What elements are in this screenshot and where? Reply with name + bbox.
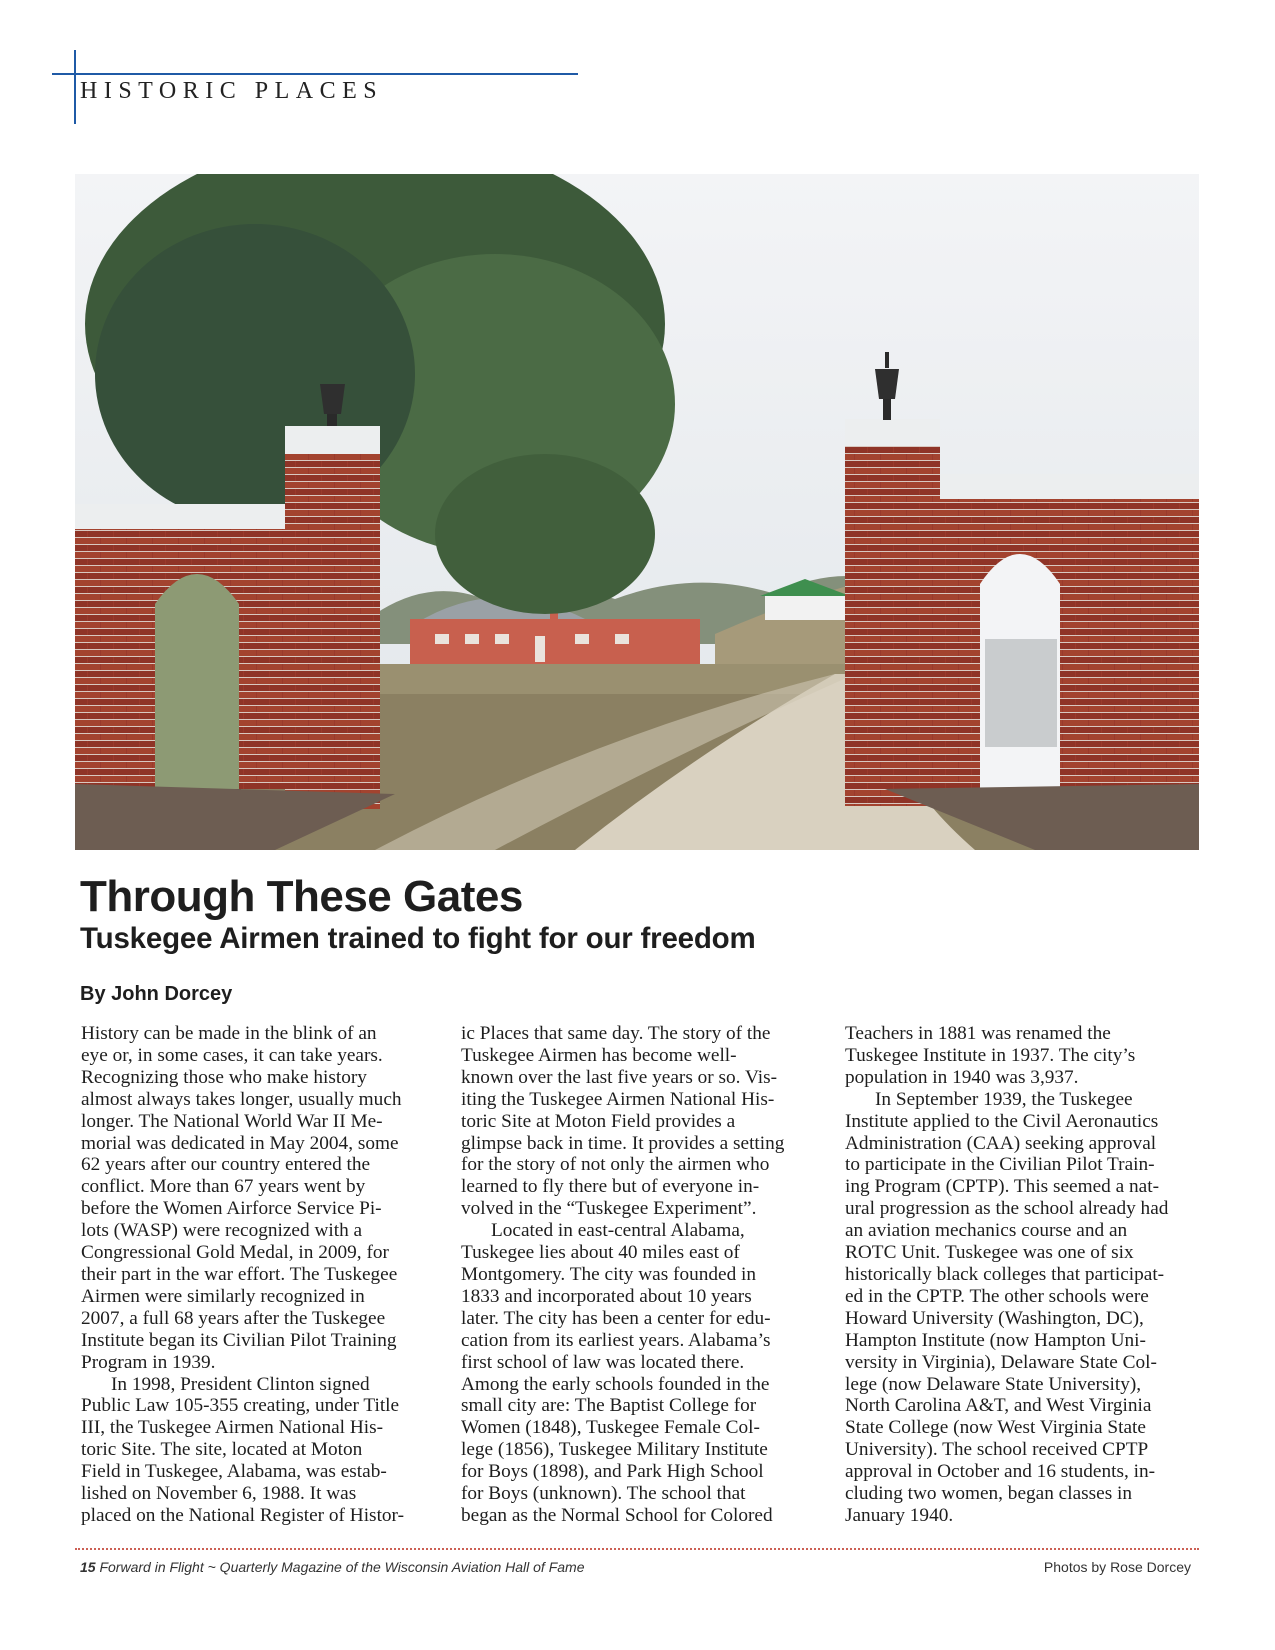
body-text-line: toric Site. The site, located at Moton — [81, 1439, 363, 1461]
body-text-line: ROTC Unit. Tuskegee was one of six — [845, 1242, 1134, 1264]
body-text-line: known over the last five years or so. Vis- — [461, 1066, 778, 1088]
body-text-line: ic Places that same day. The story of the — [461, 1023, 771, 1044]
body-text-line: III, the Tuskegee Airmen National His- — [81, 1417, 384, 1439]
body-text-line: 62 years after our country entered the — [81, 1154, 371, 1176]
body-text-line: before the Women Airforce Service Pi- — [81, 1198, 382, 1220]
body-text-line: 2007, a full 68 years after the Tuskegee — [81, 1307, 386, 1329]
body-text-line: ural progression as the school already had — [845, 1198, 1169, 1220]
body-text-line: conflict. More than 67 years went by — [81, 1176, 366, 1198]
body-text-line: Program in 1939. — [81, 1351, 216, 1373]
body-text-line: Teachers in 1881 was renamed the — [845, 1023, 1111, 1044]
body-text-line: lege (now Delaware State University), — [845, 1373, 1142, 1395]
body-text-line: eye or, in some cases, it can take years. — [81, 1044, 383, 1066]
body-text-line: Administration (CAA) seeking approval — [845, 1132, 1157, 1154]
body-text-line: their part in the war effort. The Tuskegee — [81, 1263, 398, 1285]
body-text-line: glimpse back in time. It provides a setting — [461, 1132, 785, 1154]
body-text-line: State College (now West Virginia State — [845, 1417, 1146, 1439]
body-text-line: began as the Normal School for Colored — [461, 1504, 773, 1526]
body-text-line: morial was dedicated in May 2004, some — [81, 1132, 399, 1154]
body-text-line: almost always takes longer, usually much — [81, 1088, 402, 1110]
body-text-line: Field in Tuskegee, Alabama, was estab- — [81, 1461, 387, 1483]
body-text-line: for Boys (unknown). The school that — [461, 1483, 746, 1505]
article-title: Through These Gates — [80, 872, 523, 921]
page-number: 15 — [80, 1559, 96, 1575]
body-text-line: Montgomery. The city was founded in — [461, 1263, 757, 1285]
body-text-line: historically black colleges that participat- — [845, 1263, 1165, 1285]
body-text-line: toric Site at Moton Field provides a — [461, 1110, 736, 1132]
footer-divider — [75, 1548, 1199, 1550]
body-text-line: lots (WASP) were recognized with a — [81, 1220, 363, 1242]
body-text-line: Tuskegee Airmen has become well- — [461, 1044, 737, 1066]
footer-publication — [80, 1559, 585, 1575]
section-rule-horizontal — [52, 73, 578, 75]
body-text-line: cluding two women, began classes in — [845, 1483, 1133, 1505]
body-text-line: North Carolina A&T, and West Virginia — [845, 1395, 1152, 1417]
body-text-line: later. The city has been a center for edu- — [461, 1307, 771, 1329]
body-text-line: Tuskegee lies about 40 miles east of — [461, 1242, 740, 1264]
body-text-line: cation from its earliest years. Alabama’s — [461, 1329, 771, 1351]
article-byline: By John Dorcey — [80, 983, 233, 1005]
body-text-line: Congressional Gold Medal, in 2009, for — [81, 1242, 389, 1264]
article-column-1 — [81, 1023, 426, 1527]
body-text-line: ed in the CPTP. The other schools were — [845, 1285, 1149, 1307]
body-text-line: University). The school received CPTP — [845, 1439, 1149, 1461]
section-rule-vertical — [74, 50, 76, 124]
body-text-line: for the story of not only the airmen who — [461, 1154, 770, 1176]
body-text-line: 1833 and incorporated about 10 years — [461, 1285, 752, 1307]
body-text-line: placed on the National Register of Histor- — [81, 1504, 405, 1526]
body-text-line: Recognizing those who make history — [81, 1066, 367, 1088]
body-text-line: approval in October and 16 students, in- — [845, 1461, 1156, 1483]
body-text-line: first school of law was located there. — [461, 1351, 745, 1373]
body-text-line: small city are: The Baptist College for — [461, 1395, 757, 1417]
section-title: HISTORIC PLACES — [80, 78, 384, 104]
publication-name: Forward in Flight ~ Quarterly Magazine of the Wisconsin Aviation Hall of Fame — [95, 1559, 585, 1575]
body-text-line: lege (1856), Tuskegee Military Institute — [461, 1439, 768, 1461]
article-column-2 — [461, 1023, 806, 1527]
body-text-line: Airmen were similarly recognized in — [81, 1285, 365, 1307]
photo-image-icon — [75, 174, 1199, 850]
body-text-line: volved in the “Tuskegee Experiment”. — [461, 1198, 757, 1220]
body-text-line: Women (1848), Tuskegee Female Col- — [461, 1417, 760, 1439]
body-text-line: Public Law 105-355 creating, under Title — [81, 1395, 400, 1417]
body-text-line: versity in Virginia), Delaware State Col- — [845, 1351, 1157, 1373]
body-text-line: History can be made in the blink of an — [81, 1023, 377, 1044]
body-text-line: In 1998, President Clinton signed — [111, 1373, 370, 1395]
body-text-line: Among the early schools founded in the — [461, 1373, 770, 1395]
article-photo — [75, 174, 1199, 850]
body-text-line: Hampton Institute (now Hampton Uni- — [845, 1329, 1146, 1351]
body-text-line: Howard University (Washington, DC), — [845, 1307, 1144, 1329]
body-text-line: to participate in the Civilian Pilot Train- — [845, 1154, 1155, 1176]
photo-credit: Photos by Rose Dorcey — [1043, 1559, 1191, 1575]
body-text-line: iting the Tuskegee Airmen National His- — [461, 1088, 775, 1110]
body-text-line: Tuskegee Institute in 1937. The city’s — [845, 1044, 1136, 1066]
body-text-line: In September 1939, the Tuskegee — [875, 1088, 1133, 1110]
body-text-line: Institute applied to the Civil Aeronautics — [845, 1110, 1159, 1132]
article-subtitle: Tuskegee Airmen trained to fight for our freedom — [80, 922, 756, 955]
body-text-line: January 1940. — [845, 1504, 954, 1526]
body-text-line: for Boys (1898), and Park High School — [461, 1461, 764, 1483]
body-text-line: learned to fly there but of everyone in- — [461, 1176, 760, 1198]
body-text-line: population in 1940 was 3,937. — [845, 1066, 1079, 1088]
body-text-line: Located in east-central Alabama, — [491, 1220, 745, 1242]
body-text-line: ing Program (CPTP). This seemed a nat- — [845, 1176, 1159, 1198]
article-column-3 — [845, 1023, 1190, 1527]
body-text-line: Institute began its Civilian Pilot Training — [81, 1329, 397, 1351]
body-text-line: longer. The National World War II Me- — [81, 1110, 383, 1132]
body-text-line: an aviation mechanics course and an — [845, 1220, 1128, 1242]
body-text-line: lished on November 6, 1988. It was — [81, 1483, 357, 1505]
